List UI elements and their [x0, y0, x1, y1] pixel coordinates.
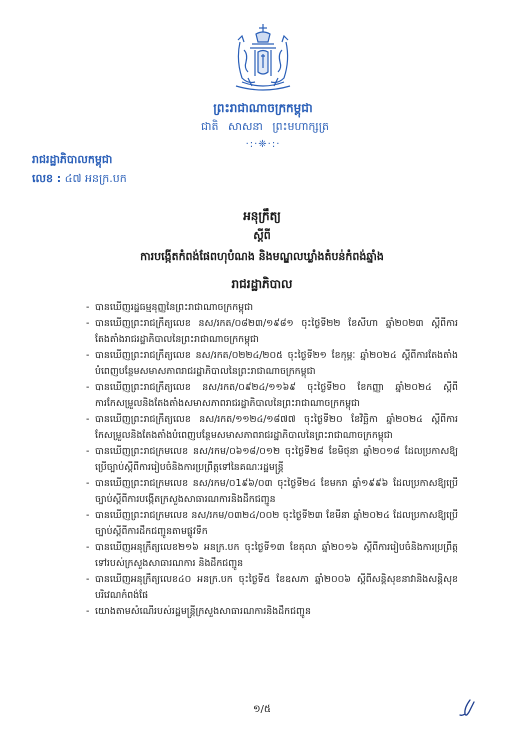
document-number: [32, 172, 127, 188]
preamble-clause: - យោងតាមសំណើរបស់រដ្ឋមន្ត្រីក្រសួងសាធារណការនិងដឹកជញ្ជូន: [86, 604, 458, 620]
preamble-clause: - បានឃើញព្រះរាជក្រឹត្យលេខ នស/រកត/០២២៤/២០៥ ចុះថ្ងៃទី២១ ខែកុម្ភៈ ឆ្នាំ២០២៤ ស្តីពីការតែងតាំងបំពេញបន្ថែមសមាសភាពរាជរដ្ឋាភិបាលនៃព្រះរាជាណាចក្រកម្ពុជា: [86, 348, 458, 380]
preamble-clause: - បានឃើញអនុក្រឹត្យលេខ៤០ អនក្រ.បក ចុះថ្ងៃទី៥ ខែឧសភា ឆ្នាំ២០០៦ ស្តីពីសន្តិសុខនាវានិងសន្តិសុខបរិវេណកំពង់ផែ: [86, 572, 458, 604]
document-type: អនុក្រឹត្យ: [243, 209, 281, 223]
preamble-clauses: [86, 300, 458, 620]
preamble-clause: - បានឃើញព្រះរាជក្រមលេខ នស/រកម/០៦១៨/០១២ ចុះថ្ងៃទី២៨ ខែមិថុនា ឆ្នាំ២០១៨ ដែលប្រកាសឱ្យប្រើច្បាប់ស្តីពីការរៀបចំនិងការប្រព្រឹត្តទៅនៃគណៈរដ្ឋមន្ត្រី: [86, 444, 458, 476]
header-ornament: ·:·❈·:·: [245, 139, 281, 150]
preamble-clause: - បានឃើញព្រះរាជក្រមលេខ នស/រកម/០1៩៦/០៣ ចុះថ្ងៃទី២៤ ខែមករា ឆ្នាំ១៩៩៦ ដែលប្រកាសឱ្យប្រើច្បាប់ស្តីពីការបង្កើតក្រសួងសាធារណការនិងដឹកជញ្ជូន: [86, 476, 458, 508]
document-number-label: លេខ :: [32, 172, 62, 185]
document-number-value: ៤៧ អនក្រ.បក: [64, 172, 127, 185]
regarding-label: ស្តីពី: [253, 229, 271, 242]
preamble-clause: - បានឃើញព្រះរាជក្រឹត្យលេខ នស/រកត/០៩២៤/១១៦៩ ចុះថ្ងៃទី២០ ខែកញ្ញា ឆ្នាំ២០២៤ ស្តីពីការកែសម្រួលនិងតែងតាំងសមាសភាពរាជរដ្ឋាភិបាលនៃព្រះរាជាណាចក្រកម្ពុជា: [86, 380, 458, 412]
handwritten-initial-icon: [456, 698, 478, 718]
national-motto: ជាតិ សាសនា ព្រះមហាក្សត្រ: [201, 120, 329, 133]
royal-arms-emblem-icon: [228, 20, 298, 98]
preamble-clause: - បានឃើញព្រះរាជក្រឹត្យលេខ នស/រកត/០៨២៣/១៩៨១ ចុះថ្ងៃទី២២ ខែសីហា ឆ្នាំ២០២៣ ស្តីពីការតែងតាំងរាជរដ្ឋាភិបាលនៃព្រះរាជាណាចក្រកម្ពុជា: [86, 316, 458, 348]
enacting-authority: រាជរដ្ឋាភិបាល: [231, 277, 293, 291]
preamble-clause: - បានឃើញរដ្ឋធម្មនុញ្ញនៃព្រះរាជាណាចក្រកម្ពុជា: [86, 300, 458, 316]
preamble-clause: - បានឃើញអនុក្រឹត្យលេខ២១៦ អនក្រ.បក ចុះថ្ងៃទី១៣ ខែតុលា ឆ្នាំ២០១៦ ស្តីពីការរៀបចំនិងការប្រព្រឹត្តទៅរបស់ក្រសួងសាធារណការ និងដឹកជញ្ជូន: [86, 540, 458, 572]
preamble-clause: - បានឃើញព្រះរាជក្រឹត្យលេខ នស/រកត/១១២៤/១៨៧៧ ចុះថ្ងៃទី២០ ខែវិច្ឆិកា ឆ្នាំ២០២៤ ស្តីពីការ កែសម្រួលនិងតែងតាំងបំពេញបន្ថែមសមាសភាពរាជរដ្ឋាភិបាលនៃព្រះរាជាណាចក្រកម្ពុជា: [86, 412, 458, 444]
preamble-clause: - បានឃើញព្រះរាជក្រមលេខ នស/រកម/០៣២៤/០០២ ចុះថ្ងៃទី២៣ ខែមីនា ឆ្នាំ២០២៤ ដែលប្រកាសឱ្យប្រើច្បាប់ស្តីពីការដឹកជញ្ជូនតាមផ្លូវទឹក: [86, 508, 458, 540]
kingdom-heading: ព្រះរាជាណាចក្រកម្ពុជា: [213, 101, 313, 115]
page-number: ១/៥: [252, 704, 272, 715]
document-subject: ការបង្កើតកំពង់ផែពហុបំណង និងមណ្ឌលឃ្លាំងតំបន់កំពង់ឆ្នាំង: [140, 250, 384, 263]
issuing-authority: រាជរដ្ឋាភិបាលកម្ពុជា: [32, 153, 113, 166]
